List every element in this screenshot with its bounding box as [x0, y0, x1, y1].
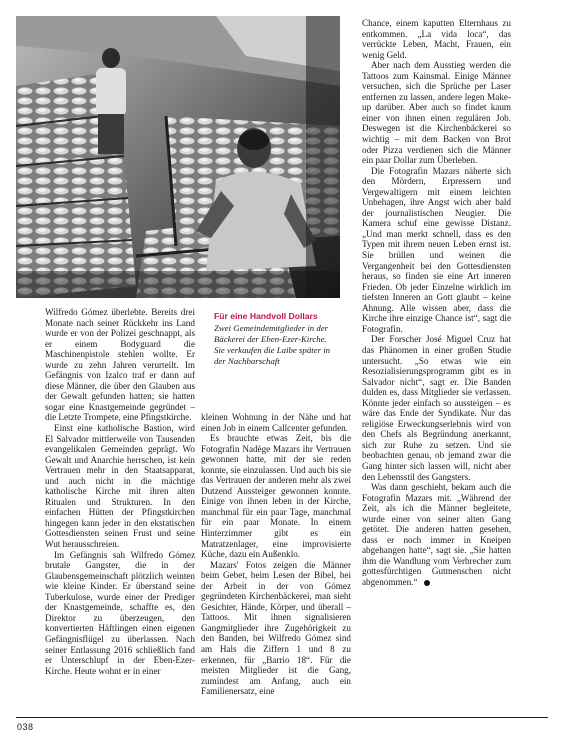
photo-caption	[214, 311, 334, 367]
bakery-photo-image	[16, 16, 340, 298]
bakery-photo	[16, 16, 340, 298]
paragraph: Im Gefängnis sah Wilfredo Gómez brutale Gangster, die in der Glaubensgemeinschaft plötzlich weinten wie kleine Kinder. Er überstand seine Tuberkulose, wurde einer der Prediger der Knastgemeinde, schaffte es, den Direktor zu überzeugen, den konvertierten Häftlingen einen eigenen Gefängnisflügel zu überlassen. Nach seiner Entlassung 2016 schließlich fand er Unterschlupf in der Eben-Ezer-Kirche. Heute wohnt er in einer	[45, 549, 195, 676]
page-number: 038	[17, 722, 34, 732]
paragraph: Es brauchte etwas Zeit, bis die Fotografin Nadège Mazars ihr Vertrauen gewonnen hatte, mit der sie reden konnte, sie einzulassen. Und auch bis sie das Vertrauen der anderen mehr als zwei Dutzend Aussteiger gewonnen konnte. Einige von ihnen leben in der Kirche, manchmal für ein paar Tage, manchmal für ein paar Monate. In einem Hinterzimmer gibt es ein Matratzenlager, eine improvisierte Küche, dazu ein Außenklo.	[201, 433, 351, 560]
article-column-2	[201, 412, 351, 697]
paragraph: Chance, einem kaputten Elternhaus zu entkommen. „La vida loca“, das verrückte Leben, Macht, Frauen, ein wenig Geld.	[362, 18, 511, 60]
article-column-3	[362, 18, 511, 588]
paragraph: Mazars' Fotos zeigen die Männer beim Gebet, beim Lesen der Bibel, bei der Arbeit in der von Gómez gegründeten Kirchenbäckerei, man sieht Gesichter, Hände, Körper, und überall – Tattoos. Mit ihnen signalisieren Gangmitglieder ihre Zugehörigkeit zu den Banden, bei Wilfredo Gómez sind am Hals die Ziffern 1 und 8 zu erkennen, für „Barrio 18“. Für die meisten Mitglieder ist die Gang, zumindest am Anfang, auch ein Familienersatz, eine	[201, 559, 351, 697]
paragraph: Wilfredo Gómez überlebte. Bereits drei Monate nach seiner Rückkehr ins Land wurde er von der Polizei geschnappt, als er einem Bodyguard die Maschinenpistole stehlen wollte. Er wurde zu zehn Jahren verurteilt. Im Gefängnis von Izalco traf er dann auf diese Männer, die über den Glauben aus der Gewalt gefunden hatten; sie hatten sogar eine Knastgemeinde gegründet – die Letzte Trompete, eine Pfingstkirche.	[45, 307, 195, 423]
paragraph: Der Forscher José Miguel Cruz hat das Phänomen in einer großen Studie untersucht. „So etwas wie ein Resozialisierungsprogramm gibt es in Salvador nicht“, sagt er. Die Banden dulden es, dass Mitglieder sie verlassen. Könnte jeder einfach so aussteigen – es wäre das Ende der Syndikate. Nur das religiöse Erweckungserlebnis wird von den Chefs als Begründung anerkannt, sich zur Ruhe zu setzen. Und sie beobachten genau, ob jemand zwar die Gang hinter sich lassen will, nicht aber den Lebensstil des Gangsters.	[362, 334, 511, 482]
paragraph: kleinen Wohnung in der Nähe und hat einen Job in einem Callcenter gefunden.	[201, 412, 351, 433]
footer-rule	[16, 717, 548, 718]
paragraph: Die Fotografin Mazars näherte sich den Mördern, Erpressern und Vergewaltigern mit einem leichten Unbehagen, ihre Angst wich aber bald der journalistischen Neugier. Die Kamera schuf eine gewisse Distanz. „Und man merkt schnell, dass es den Typen mit ihrem neuen Leben ernst ist. Sie brüllen und weinen die Vergangenheit bei den Gottesdiensten heraus, so finden sie eine Art inneren Frieden. Ob jeder Einzelne wirklich im tiefsten Inneren an Gott glaubt – keine Ahnung. Alle wissen aber, dass die Kirche ihre einzige Chance ist“, sagt die Fotografin.	[362, 165, 511, 334]
paragraph: Einst eine katholische Bastion, wird El Salvador mittlerweile von Tausenden evangelikalen Gemeinden geprägt. Wo Gewalt und Anarchie herrschen, ist kein Vertrauen mehr in den Staatsapparat, und auch nicht in die mächtige katholische Kirche mit ihren alten Ritualen und Strukturen. In den einfachen Hütten der Pfingstkirchen hingegen kann jeder in den ekstatischen Gottesdiensten seinen Frust und seine Wut herausschreien.	[45, 423, 195, 550]
paragraph: Aber nach dem Ausstieg werden die Tattoos zum Kainsmal. Einige Männer versuchen, sich die Sprüche per Laser entfernen zu lassen, andere legen Make-up darüber. Aber auch so findet kaum einer von ihnen einen regulären Job. Deswegen ist die Kirchenbäckerei so wichtig – mit dem Backen von Brot oder Pizza verdienen sich die Männer ein paar Dollar zum Überleben.	[362, 60, 511, 166]
caption-body: Zwei Gemeindemitglieder in der Bäckerei der Eben-Ezer-Kirche. Sie verkaufen die Laibe später in der Nachbarschaft	[214, 323, 331, 366]
caption-title: Für eine Handvoll Dollars	[214, 311, 318, 321]
article-column-1	[45, 307, 195, 676]
last-paragraph	[362, 482, 511, 587]
paragraph-text: Was dann geschieht, bekam auch die Fotografin Mazars mit. „Während der Zeit, als ich die Männer begleitete, wurde einer von seiner alten Gang getötet. Die anderen hatten gesehen, dass er noch immer in Kneipen abgehangen hatte“, sagt sie. „Sie hatten ihm die Wandlung vom Verbrecher zum gottesfürchtigen Gutmenschen nicht abgenommen.“	[362, 482, 511, 587]
end-of-article-icon	[424, 580, 430, 586]
